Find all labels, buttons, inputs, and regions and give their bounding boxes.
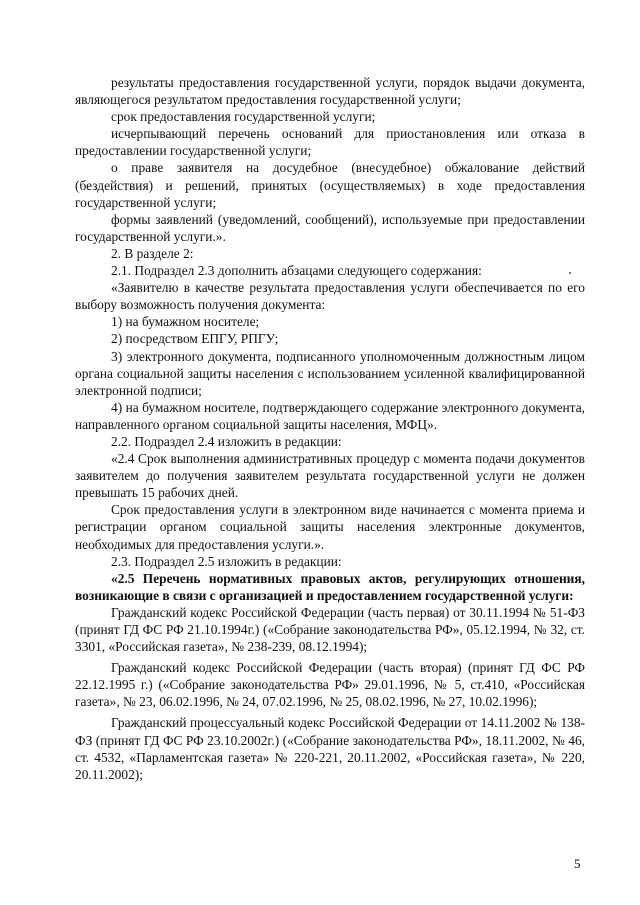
legal-act-paragraph: Гражданский процессуальный кодекс Российской Федерации от 14.11.2002 № 138-ФЗ (принят ГД ФС РФ 23.10.2002г.) («Собрание законодательства РФ», 18.11.2002, № 46, ст. 4532, «Парламентская газета» № 220-221, 20.11.2002, «Российская газета», № 220, 20.11.2002);	[75, 715, 585, 782]
legal-act-paragraph: Гражданский кодекс Российской Федерации (часть первая) от 30.11.1994 № 51-ФЗ (принят ГД ФС РФ 21.10.1994г.) («Собрание законодательства РФ», 05.12.1994, № 32, ст. 3301, «Российская газета», № 238-239, 08.12.1994);	[75, 604, 585, 655]
list-item: 2) посредством ЕПГУ, РПГУ;	[111, 331, 279, 347]
paragraph: «2.4 Срок выполнения административных процедур с момента подачи документов заявителем до получения заявителем результата государственной услуги не должен превышать 15 рабочих дней.	[75, 451, 585, 501]
legal-act-paragraph: Гражданский кодекс Российской Федерации (часть вторая) (принят ГД ФС РФ 22.12.1995 г.) («Собрание законодательства РФ» 29.01.1996, № 5, ст.410, «Российская газета», № 23, 06.02.1996, № 24, 07.02.1996, № 25, 08.02.1996, № 27, 10.02.1996);	[75, 660, 585, 710]
section-line: 2. В разделе 2:	[111, 245, 194, 261]
paragraph: «Заявителю в качестве результата предоставления услуги обеспечивается по его выбору возможность получения документа:	[75, 280, 585, 313]
list-item: 1) на бумажном носителе;	[111, 314, 260, 330]
page-number: 5	[574, 856, 581, 871]
paragraph: о праве заявителя на досудебное (внесудебное) обжалование действий (бездействия) и решений, принятых (осуществляемых) в ходе предоставления государственной услуги;	[75, 160, 585, 210]
section-line: 2.3. Подраздел 2.5 изложить в редакции:	[111, 553, 342, 569]
document-body	[75, 74, 585, 783]
section-line: 2.1. Подраздел 2.3 дополнить абзацами следующего содержания:	[111, 263, 482, 279]
list-item: 3) электронного документа, подписанного уполномоченным должностным лицом органа социальной защиты населения с использованием усиленной квалифицированной электронной подписи;	[75, 348, 585, 398]
bold-heading: «2.5 Перечень нормативных правовых актов, регулирующих отношения, возникающие в связи с организацией и предоставлением государственной услуги:	[75, 570, 585, 603]
paragraph: исчерпывающий перечень оснований для приостановления или отказа в предоставлении государственной услуги;	[75, 126, 585, 159]
paragraph: формы заявлений (уведомлений, сообщений), используемые при предоставлении государственной услуги.».	[75, 211, 585, 244]
section-line: 2.2. Подраздел 2.4 изложить в редакции:	[111, 433, 342, 449]
paragraph: результаты предоставления государственной услуги, порядок выдачи документа, являющегося результатом предоставления государственной услуги;	[75, 75, 585, 108]
list-item: 4) на бумажном носителе, подтверждающего содержание электронного документа, направленного органом социальной защиты населения, МФЦ».	[75, 399, 585, 432]
paragraph: срок предоставления государственной услуги;	[111, 109, 376, 125]
paragraph: Срок предоставления услуги в электронном виде начинается с момента приема и регистрации органом социальной защиты населения электронные документов, необходимых для предоставления услуги.».	[75, 502, 585, 552]
